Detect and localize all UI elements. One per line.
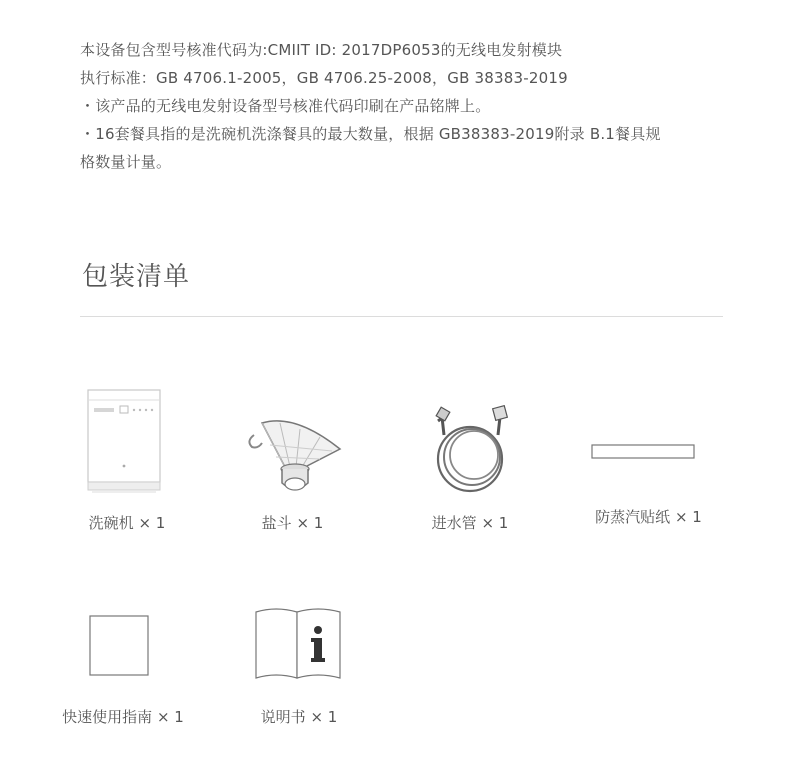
steam-sticker-icon <box>591 444 695 460</box>
dishwasher-icon <box>86 388 164 500</box>
notes-block <box>80 36 730 176</box>
item-label: 进水管 × 1 <box>431 514 509 532</box>
note-line: 本设备包含型号核准代码为:CMIIT ID: 2017DP6053的无线电发射模块 <box>80 41 563 59</box>
divider <box>80 316 723 317</box>
section-title: 包装清单 <box>82 262 191 292</box>
item-label: 快速使用指南 × 1 <box>62 708 184 726</box>
note-line: 格数量计量。 <box>80 153 172 171</box>
note-line: ・该产品的无线电发射设备型号核准代码印刷在产品铭牌上。 <box>80 97 491 115</box>
item-label: 说明书 × 1 <box>260 708 338 726</box>
note-line: 执行标准：GB 4706.1-2005，GB 4706.25-2008，GB 38383-2019 <box>80 69 568 87</box>
item-label: 洗碗机 × 1 <box>88 514 166 532</box>
water-hose-icon <box>428 405 522 495</box>
salt-funnel-icon <box>240 405 350 500</box>
quick-guide-icon <box>89 615 149 677</box>
manual-icon <box>254 606 342 680</box>
item-label: 盐斗 × 1 <box>261 514 324 532</box>
item-label: 防蒸汽贴纸 × 1 <box>595 508 702 526</box>
note-line: ・16套餐具指的是洗碗机洗涤餐具的最大数量，根据 GB38383-2019附录 B.1餐具规 <box>80 125 661 143</box>
